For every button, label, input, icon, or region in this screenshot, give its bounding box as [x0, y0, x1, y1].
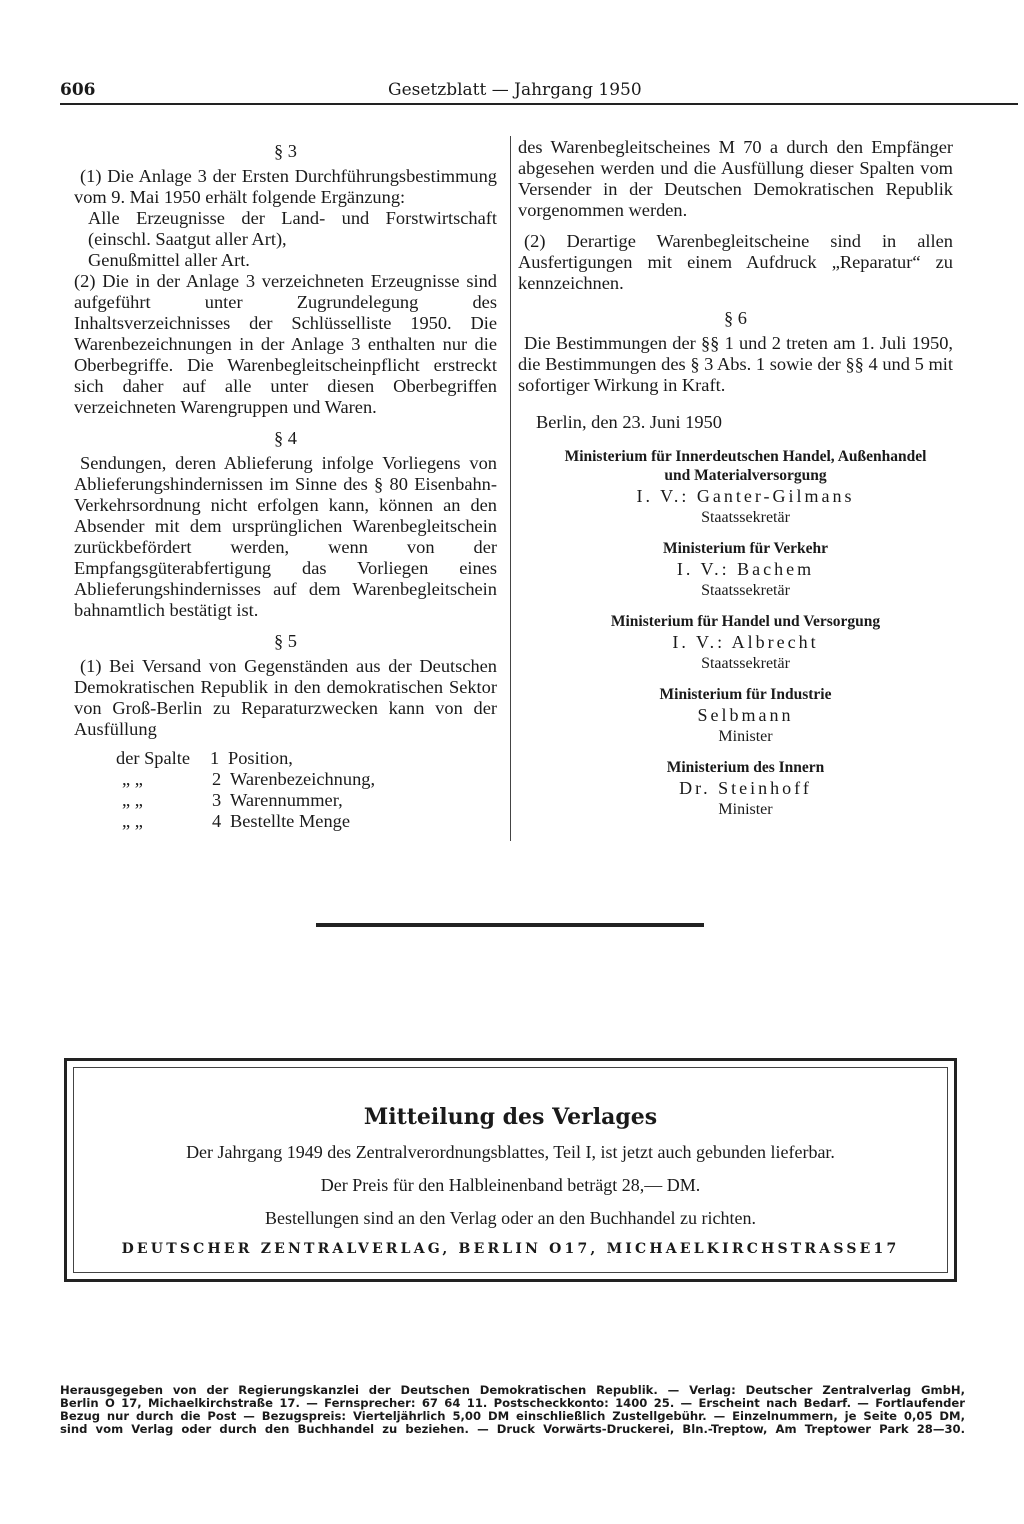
- signature-group: [538, 447, 953, 529]
- section-3-paragraph-2: (2) Die in der Anlage 3 verzeichneten Erzeugnisse sind aufgeführt unter Zugrundelegung des Inhaltsverzeichnisses der Schlüsselliste 1950. Die Warenbezeichnungen in der Anlage 3 enthalten nur die Oberbegriffe. Die Warenbegleitscheinpflicht erstreckt sich daher auf alle unter diesen Oberbegriffen verzeichneten Warengruppen und Waren.: [74, 271, 497, 417]
- imprint: [60, 1384, 965, 1436]
- section-4-heading: § 4: [274, 428, 297, 448]
- signer-name: I. V.: Albrecht: [672, 632, 819, 652]
- notice-line: Der Jahrgang 1949 des Zentralverordnungsblattes, Teil I, ist jetzt auch gebunden lieferbar.: [186, 1142, 835, 1162]
- imprint-line: Berlin O 17, Michaelkirchstraße 17. — Fernsprecher: 67 64 11. Postscheckkonto: 1400 25. — Erscheint nach Bedarf. — Fortlaufender: [60, 1396, 965, 1410]
- signer-name: Dr. Steinhoff: [679, 778, 812, 798]
- signature-group: [538, 539, 953, 602]
- ministry-name: Ministerium für Verkehr: [662, 540, 829, 557]
- imprint-line: Bezug nur durch die Post — Bezugspreis: Vierteljährlich 5,00 DM einschließlich Zustellgebühr. — Einzelnummern, je Seite 0,05 DM,: [60, 1409, 965, 1423]
- section-divider-rule: [316, 923, 704, 927]
- section-3-item-1: Alle Erzeugnisse der Land- und Forstwirtschaft (einschl. Saatgut aller Art),: [88, 208, 497, 249]
- publisher-notice-box: [64, 1058, 957, 1282]
- signer-name: I. V.: Bachem: [676, 559, 815, 579]
- ministry-name: Ministerium für Handel und Versorgung: [610, 613, 881, 630]
- header-rule: [60, 103, 1018, 105]
- section-4-paragraph-1: Sendungen, deren Ablieferung infolge Vorliegens von Ablieferungshindernissen im Sinne des § 80 Eisenbahn-Verkehrsordnung nicht erfolgen kann, können an den Absender mit dem ursprünglichen Warenbegleitschein zurückbefördert werden, wenn von der Empfangsgüterabfertigung das Vorliegen eines Ablieferungshindernisses auf dem Warenbegleitschein bahnamtlich bestätigt ist.: [74, 453, 497, 620]
- signer-title: Staatssekretär: [701, 655, 790, 672]
- column-rule: [510, 136, 511, 841]
- ministry-name: Ministerium des Innern: [666, 759, 825, 776]
- section-5-paragraph-1: (1) Bei Versand von Gegenständen aus der Deutschen Demokratischen Republik in den demokratischen Sektor von Groß-Berlin zu Reparaturzwecken kann von der Ausfüllung: [74, 656, 497, 739]
- spalte-row: [116, 790, 497, 811]
- signer-title: Staatssekretär: [701, 582, 790, 599]
- signature-group: [538, 758, 953, 821]
- signer-name: I. V.: Ganter-Gilmans: [636, 486, 855, 506]
- spalte-number: 2: [212, 769, 222, 789]
- section-6-heading: § 6: [724, 308, 747, 328]
- spalte-label: „ „: [122, 790, 143, 810]
- signer-title: Minister: [718, 801, 773, 818]
- left-column: [74, 137, 497, 832]
- right-column: [518, 137, 953, 831]
- signature-group: [538, 612, 953, 675]
- section-5-heading: § 5: [274, 631, 297, 651]
- place-date: Berlin, den 23. Juni 1950: [536, 412, 722, 432]
- spalte-label: „ „: [122, 769, 143, 789]
- spalte-label: der Spalte: [116, 748, 191, 768]
- spalte-name: Warenbezeichnung,: [230, 769, 376, 789]
- imprint-line: sind vom Verlag oder durch den Buchhandel zu beziehen. — Druck Vorwärts-Druckerei, Bln.-Treptow, Am Treptower Park 28—30.: [60, 1422, 965, 1436]
- section-3-paragraph-1: (1) Die Anlage 3 der Ersten Durchführungsbestimmung vom 9. Mai 1950 erhält folgende Ergänzung:: [74, 166, 497, 207]
- running-head: Gesetzblatt — Jahrgang 1950: [388, 80, 642, 100]
- notice-line: Bestellungen sind an den Verlag oder an den Buchhandel zu richten.: [264, 1208, 757, 1228]
- spalte-name: Warennummer,: [230, 790, 343, 810]
- signature-block: [538, 447, 953, 821]
- notice-title: Mitteilung des Verlages: [363, 1104, 658, 1130]
- ministry-name: Ministerium für Industrie: [659, 686, 832, 703]
- notice-publisher-address: DEUTSCHER ZENTRALVERLAG, BERLIN O17, MICHAELKIRCHSTRASSE17: [121, 1241, 900, 1257]
- spalte-list: [116, 748, 497, 832]
- spalte-label: „ „: [122, 811, 143, 831]
- section-6-paragraph-1: Die Bestimmungen der §§ 1 und 2 treten am 1. Juli 1950, die Bestimmungen des § 3 Abs. 1 sowie der §§ 4 und 5 mit sofortiger Wirkung in Kraft.: [518, 333, 953, 395]
- spalte-number: 4: [212, 811, 222, 831]
- signer-title: Minister: [718, 728, 773, 745]
- spalte-name: Position,: [228, 748, 293, 768]
- signer-name: Selbmann: [697, 705, 794, 725]
- section-3-heading: § 3: [274, 141, 297, 161]
- section-5-paragraph-2: (2) Derartige Warenbegleitscheine sind in allen Ausfertigungen mit einem Aufdruck „Reparatur“ zu kennzeichnen.: [518, 231, 953, 293]
- spalte-number: 1: [210, 748, 220, 768]
- section-5-continuation: des Warenbegleitscheines M 70 a durch den Empfänger abgesehen werden und die Ausfüllung dieser Spalten vom Versender in der Deutschen Demokratischen Republik vorgenommen werden.: [518, 137, 953, 220]
- signature-group: [538, 685, 953, 748]
- spalte-name: Bestellte Menge: [230, 811, 351, 831]
- publisher-notice-inner: [73, 1067, 948, 1273]
- notice-line: Der Preis für den Halbleinenband beträgt 28,— DM.: [320, 1175, 701, 1195]
- spalte-row: [116, 748, 497, 769]
- spalte-row: [116, 769, 497, 790]
- spalte-number: 3: [212, 790, 222, 810]
- spalte-row: [116, 811, 497, 832]
- ministry-name: Ministerium für Innerdeutschen Handel, Außenhandel und Materialversorgung: [564, 448, 927, 484]
- signer-title: Staatssekretär: [701, 509, 790, 526]
- page-number: 606: [60, 80, 96, 100]
- imprint-line: Herausgegeben von der Regierungskanzlei der Deutschen Demokratischen Republik. — Verlag: Deutscher Zentralverlag GmbH,: [60, 1383, 965, 1397]
- section-3-item-2: Genußmittel aller Art.: [88, 250, 250, 270]
